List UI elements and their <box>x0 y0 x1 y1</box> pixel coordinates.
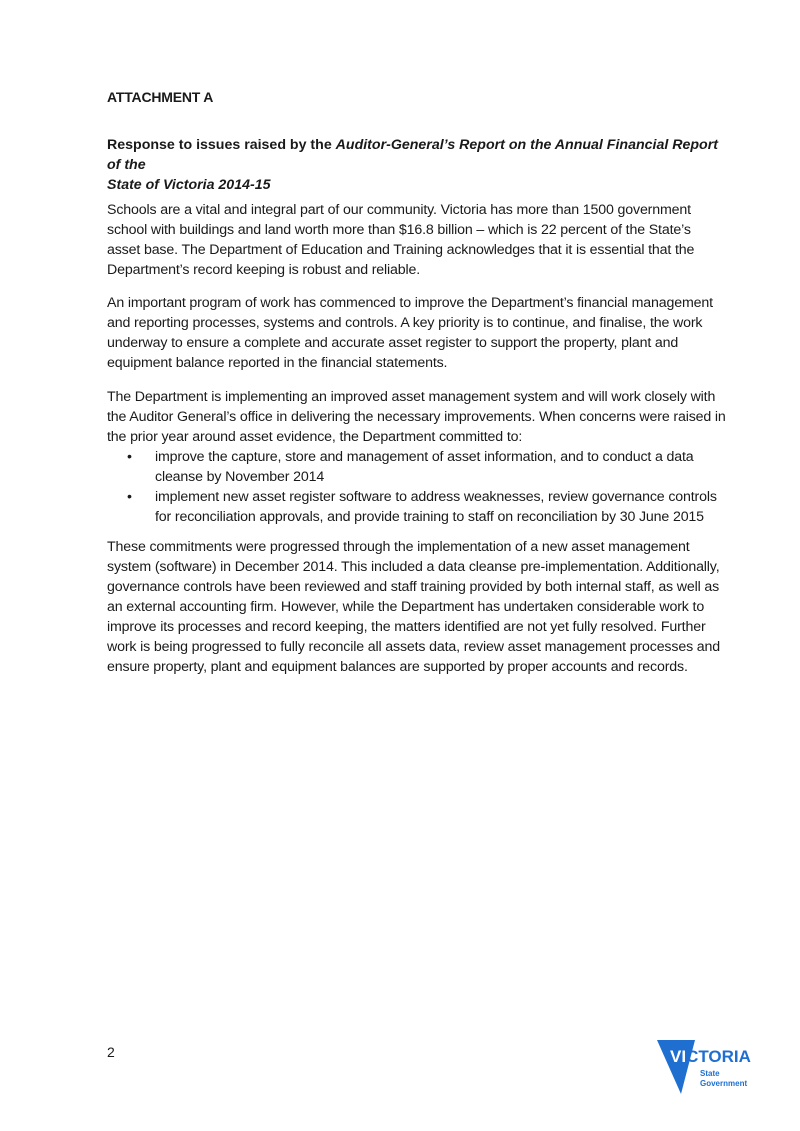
list-item <box>107 447 747 487</box>
subtitle-plain: Response to issues raised by the <box>107 137 336 153</box>
paragraph-line: Department’s record keeping is robust and reliable. <box>107 262 421 278</box>
list-item-line: for reconciliation approvals, and provide training to staff on reconciliation by 30 June 2015 <box>155 509 704 525</box>
logo-line3: Government <box>700 1079 748 1088</box>
paragraph-line: asset base. The Department of Education and Training acknowledges that it is essential that the <box>107 242 695 258</box>
paragraph-line: underway to ensure a complete and accurate asset register to support the property, plant and <box>107 335 679 351</box>
paragraph-line: and reporting processes, systems and controls. A key priority is to continue, and finalise, the work <box>107 315 703 331</box>
paragraph-line: improve its processes and record keeping, the matters identified are not yet fully resolved. Further <box>107 619 706 635</box>
bullet-icon: • <box>127 449 132 465</box>
paragraph-line: An important program of work has commenced to improve the Department’s financial management <box>107 295 713 311</box>
paragraph-line: work is being progressed to fully reconcile all assets data, review asset management processes and <box>107 639 721 655</box>
page-number: 2 <box>107 1044 115 1060</box>
paragraph-line: the prior year around asset evidence, the Department committed to: <box>107 429 523 445</box>
paragraph-schools <box>107 200 747 280</box>
paragraph-program <box>107 293 747 373</box>
list-item-line: cleanse by November 2014 <box>155 469 325 485</box>
list-item-line: improve the capture, store and management of asset information, and to conduct a data <box>155 449 694 465</box>
paragraph-asset-system <box>107 387 747 447</box>
logo-line2: State <box>700 1069 720 1078</box>
commitments-list <box>107 447 747 527</box>
paragraph-line: school with buildings and land worth more than $16.8 billion – which is 22 percent of the State’s <box>107 222 691 238</box>
paragraph-line: an external accounting firm. However, while the Department has undertaken considerable work to <box>107 599 705 615</box>
subtitle-italic-line2: State of Victoria 2014-15 <box>107 177 271 193</box>
paragraph-line: Schools are a vital and integral part of our community. Victoria has more than 1500 government <box>107 202 691 218</box>
paragraph-line: the Auditor General’s office in delivering the necessary improvements. When concerns were raised in <box>107 409 726 425</box>
paragraph-line: These commitments were progressed through the implementation of a new asset management <box>107 539 690 555</box>
logo-name-part: CTORIA <box>686 1047 751 1066</box>
paragraph-line: ensure property, plant and equipment balances are supported by proper accounts and records. <box>107 659 688 675</box>
list-item <box>107 487 747 527</box>
victoria-state-government-logo <box>655 1038 765 1098</box>
document-subtitle <box>107 135 727 195</box>
bullet-icon: • <box>127 489 132 505</box>
paragraph-line: The Department is implementing an improved asset management system and will work closely with <box>107 389 716 405</box>
logo-name <box>670 1047 751 1066</box>
list-item-line: implement new asset register software to address weaknesses, review governance controls <box>155 489 717 505</box>
logo-name-part: VI <box>670 1047 687 1066</box>
paragraph-line: system (software) in December 2014. This included a data cleanse pre-implementation. Additionally, <box>107 559 720 575</box>
paragraph-line: equipment balance reported in the financial statements. <box>107 355 448 371</box>
paragraph-line: governance controls have been reviewed and staff training provided by both internal staff, as well as <box>107 579 720 595</box>
subtitle-italic-line1: Auditor-General’s Report on the Annual Financial Report of the <box>107 137 718 173</box>
paragraph-commitments-progress <box>107 537 747 677</box>
attachment-heading: ATTACHMENT A <box>107 89 214 105</box>
